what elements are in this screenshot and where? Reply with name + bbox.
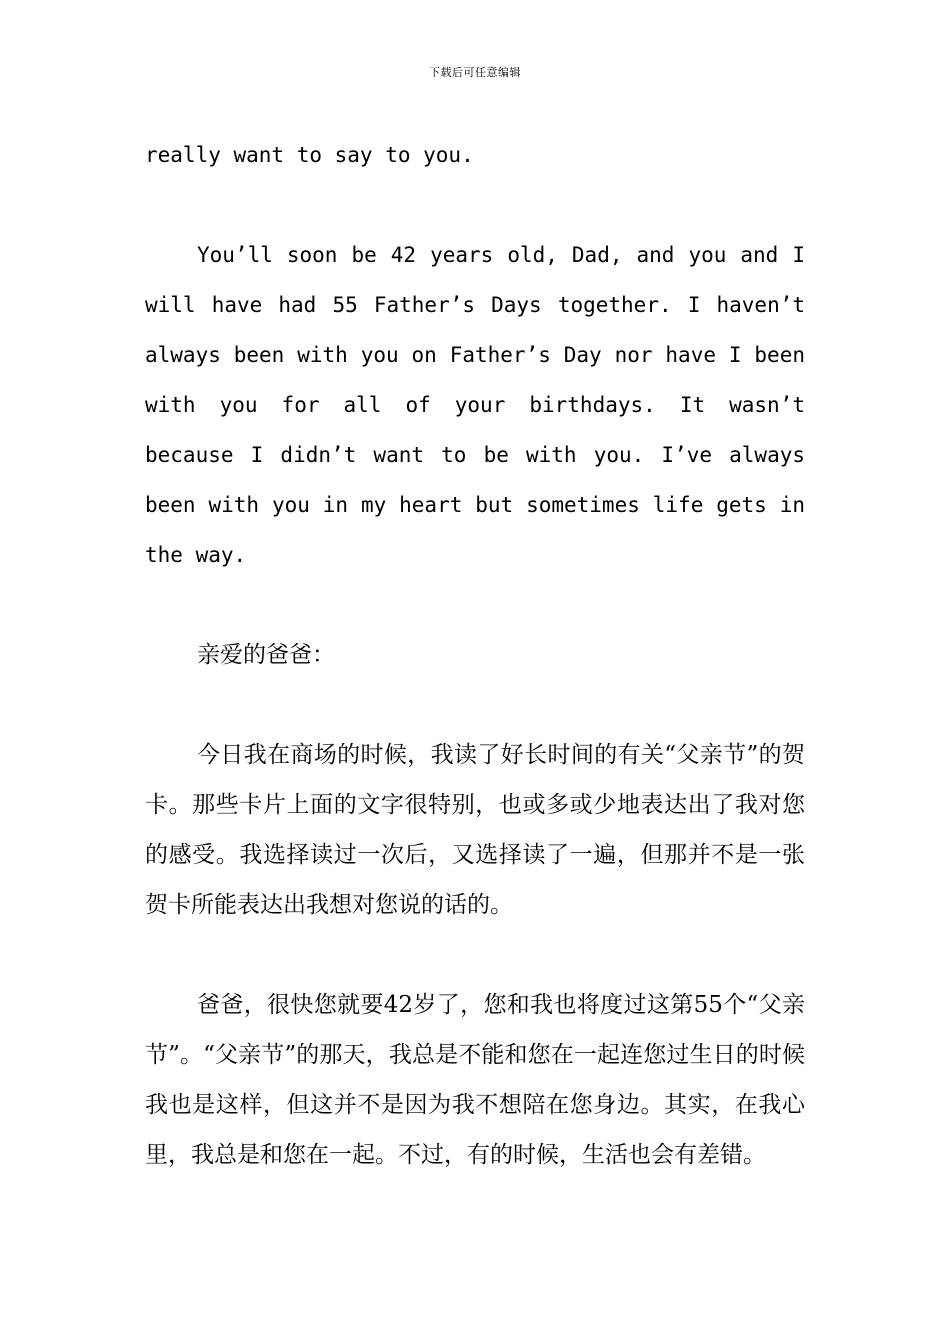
paragraph-gap [145,180,805,230]
paragraph-gap [145,580,805,630]
paragraph-chinese-1: 今日我在商场的时候，我读了好长时间的有关“父亲节”的贺卡。那些卡片上面的文字很特别，也或多或少地表达出了我对您的感受。我选择读过一次后，又选择读了一遍，但那并不是一张贺卡所能表达出我想对您说的话的。 [145,742,805,918]
document-body [145,130,805,1180]
paragraph-english-body: You’ll soon be 42 years old, Dad, and you and I will have had 55 Father’s Days together. I haven’t always been with you on Father’s Day nor have I been with you for all of your birthdays. It wasn’t because I didn’t want to be with you. I’ve always been with you in my heart but sometimes life gets in the way. [145,243,805,567]
paragraph-gap [145,680,805,730]
paragraph-continuation: really want to say to you. [145,143,474,167]
page-header: 下载后可任意编辑 [429,66,521,79]
paragraph-salutation: 亲爱的爸爸： [197,642,335,668]
paragraph-chinese-2: 爸爸，很快您就要42岁了，您和我也将度过这第55个“父亲节”。“父亲节”的那天，我总是不能和您在一起连您过生日的时候我也是这样，但这并不是因为我不想陪在您身边。其实，在我心里，我总是和您在一起。不过，有的时候，生活也会有差错。 [145,992,805,1168]
paragraph-gap [145,930,805,980]
